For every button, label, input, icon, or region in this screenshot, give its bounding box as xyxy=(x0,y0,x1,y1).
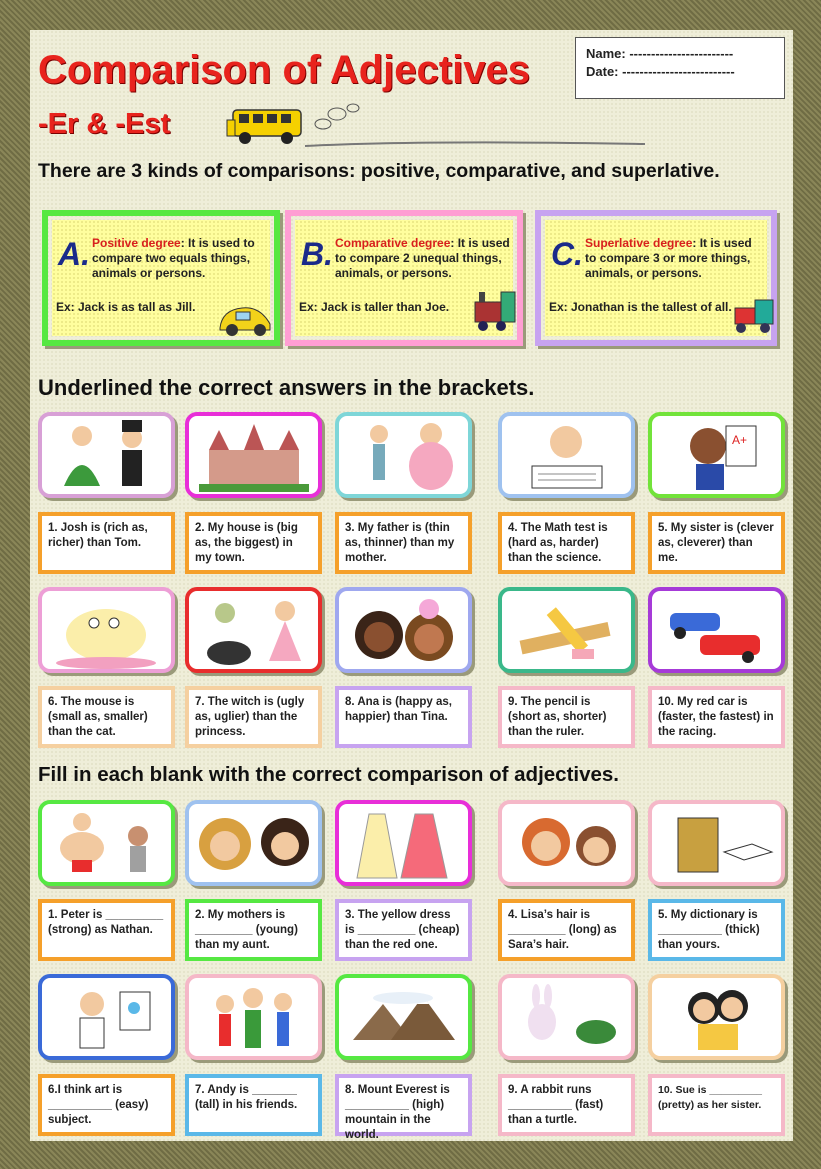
car-icon xyxy=(216,298,274,338)
exercise-item: 5. My sister is (clever as, cleverer) than me. xyxy=(648,512,785,574)
worksheet xyxy=(30,30,793,1141)
exercise-item: 1. Peter is _________ (strong) as Nathan. xyxy=(38,899,175,961)
exercise-item: 4. Lisa’s hair is _________ (long) as Sara’s hair. xyxy=(498,899,635,961)
picture-clever-sister xyxy=(648,412,785,498)
exercise-item: 7. Andy is _______ (tall) in his friends. xyxy=(185,1074,322,1136)
section2-heading: Fill in each blank with the correct comparison of adjectives. xyxy=(38,763,619,786)
picture-lisa-sara xyxy=(498,800,635,886)
degree-example: Ex: Jack is taller than Joe. xyxy=(299,300,450,314)
train-icon xyxy=(731,288,781,338)
exercise-item: 6. The mouse is (small as, smaller) than the cat. xyxy=(38,686,175,748)
name-date-box[interactable] xyxy=(575,37,785,99)
picture-sisters xyxy=(648,974,785,1060)
picture-andy-friends xyxy=(185,974,322,1060)
exercise-item: 9. A rabbit runs __________ (fast) than a turtle. xyxy=(498,1074,635,1136)
exercise-item: 8. Mount Everest is __________ (high) mountain in the world. xyxy=(335,1074,472,1136)
exercise-item: 2. My house is (big as, the biggest) in my town. xyxy=(185,512,322,574)
exercise-item: 3. The yellow dress is _________ (cheap) than the red one. xyxy=(335,899,472,961)
school-bus-icon xyxy=(225,102,645,157)
train-icon xyxy=(471,286,521,336)
exercise-item: 9. The pencil is (short as, shorter) than the ruler. xyxy=(498,686,635,748)
degree-letter: C. xyxy=(551,236,583,272)
svg-text:A+: A+ xyxy=(732,433,748,447)
picture-mouse xyxy=(38,587,175,673)
picture-dresses xyxy=(335,800,472,886)
picture-math-test xyxy=(498,412,635,498)
picture-mother-aunt xyxy=(185,800,322,886)
exercise-item: 10. My red car is (faster, the fastest) in the racing. xyxy=(648,686,785,748)
picture-mountains xyxy=(335,974,472,1060)
exercise-item: 6.I think art is __________ (easy) subject. xyxy=(38,1074,175,1136)
picture-pencil-ruler xyxy=(498,587,635,673)
page-subtitle: -Er & -Est xyxy=(38,108,171,140)
picture-rich-men xyxy=(38,412,175,498)
picture-strong-men xyxy=(38,800,175,886)
picture-castle xyxy=(185,412,322,498)
exercise-item: 1. Josh is (rich as, richer) than Tom. xyxy=(38,512,175,574)
exercise-item: 8. Ana is (happy as, happier) than Tina. xyxy=(335,686,472,748)
degree-panel-comparative xyxy=(285,210,523,346)
degree-letter: A. xyxy=(58,236,90,272)
date-field[interactable]: Date: -------------------------- xyxy=(586,64,735,79)
picture-racing-cars xyxy=(648,587,785,673)
exercise-item: 5. My dictionary is __________ (thick) than yours. xyxy=(648,899,785,961)
picture-father-mother xyxy=(335,412,472,498)
degree-example: Ex: Jonathan is the tallest of all. xyxy=(549,300,732,314)
degree-example: Ex: Jack is as tall as Jill. xyxy=(56,300,196,314)
exercise-item: 10. Sue is _________ (pretty) as her sister. xyxy=(648,1074,785,1136)
picture-ana-tina xyxy=(335,587,472,673)
degree-definition: Superlative degree: It is used to compare 3 or more things, animals, or persons. xyxy=(585,236,752,280)
exercise-item: 2. My mothers is _________ (young) than my aunt. xyxy=(185,899,322,961)
intro-text: There are 3 kinds of comparisons: positive, comparative, and superlative. xyxy=(38,160,720,182)
exercise-item: 7. The witch is (ugly as, uglier) than the princess. xyxy=(185,686,322,748)
picture-dictionary xyxy=(648,800,785,886)
degree-definition: Comparative degree: It is used to compare 2 unequal things, animals, or persons. xyxy=(335,236,510,280)
picture-rabbit-turtle xyxy=(498,974,635,1060)
name-field[interactable]: Name: ------------------------ xyxy=(586,46,734,61)
picture-art-girl xyxy=(38,974,175,1060)
degree-panel-positive xyxy=(42,210,280,346)
page-title: Comparison of Adjectives xyxy=(38,48,530,92)
degree-panel-superlative xyxy=(535,210,777,346)
degree-letter: B. xyxy=(301,236,333,272)
picture-witch-princess xyxy=(185,587,322,673)
section1-heading: Underlined the correct answers in the brackets. xyxy=(38,375,535,400)
degree-definition: Positive degree: It is used to compare two equals things, animals or persons. xyxy=(92,236,255,280)
exercise-item: 3. My father is (thin as, thinner) than my mother. xyxy=(335,512,472,574)
exercise-item: 4. The Math test is (hard as, harder) than the science. xyxy=(498,512,635,574)
